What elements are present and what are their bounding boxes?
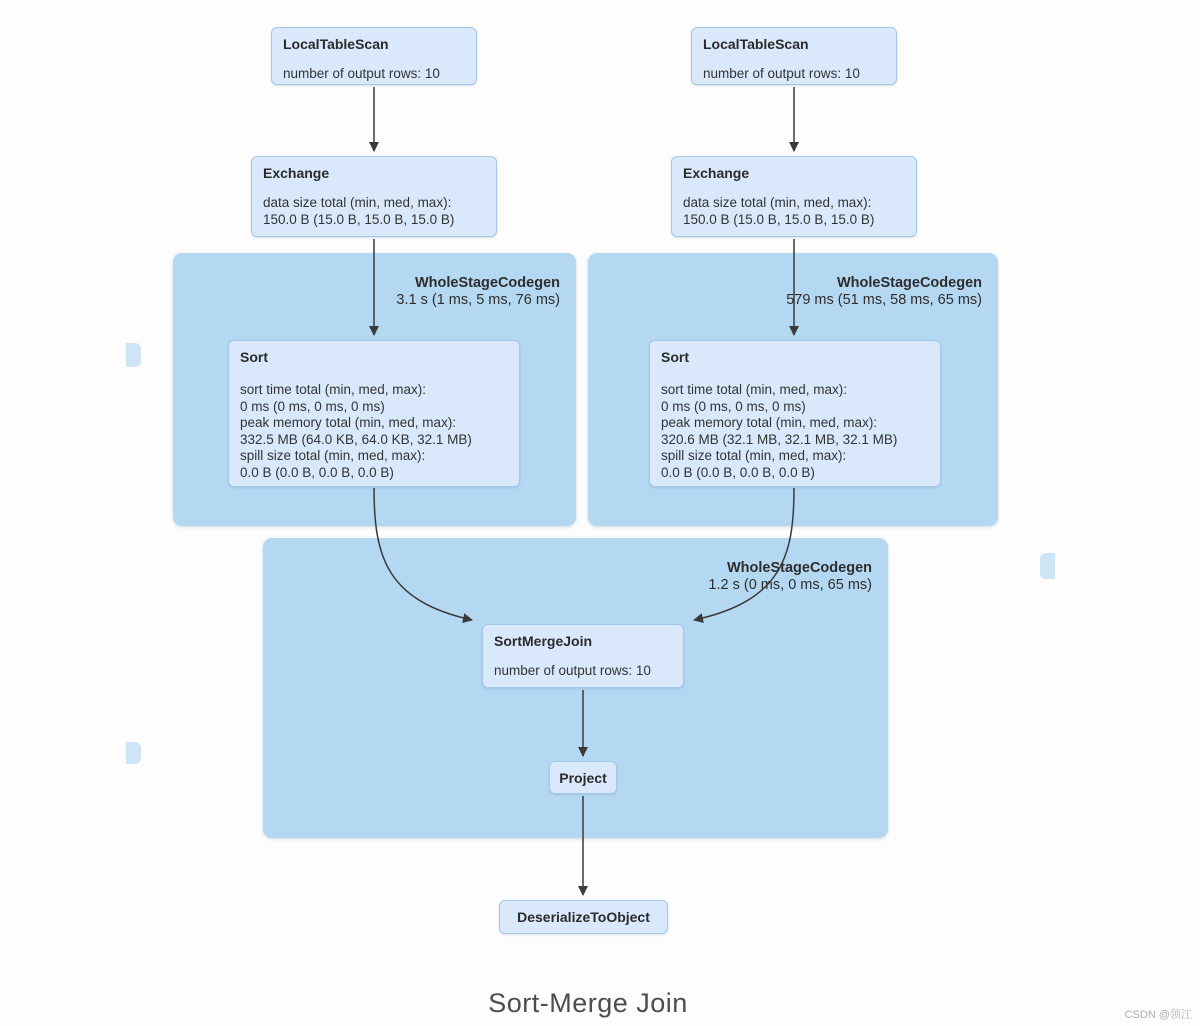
node-exchange-right <box>671 156 917 237</box>
node-title: Exchange <box>683 165 750 181</box>
node-title: SortMergeJoin <box>494 633 593 649</box>
metric-line: 320.6 MB (32.1 MB, 32.1 MB, 32.1 MB) <box>661 431 898 447</box>
metric-line: number of output rows: 10 <box>703 66 860 81</box>
stage-label <box>786 275 982 309</box>
node-sort-right <box>649 340 941 487</box>
node-title: LocalTableScan <box>703 36 809 52</box>
metric-line: number of output rows: 10 <box>283 66 440 81</box>
metric-line: 150.0 B (15.0 B, 15.0 B, 15.0 B) <box>263 212 455 227</box>
metric-line: 0.0 B (0.0 B, 0.0 B, 0.0 B) <box>661 464 815 480</box>
metric-line: sort time total (min, med, max): <box>240 382 427 397</box>
metric-line: sort time total (min, med, max): <box>661 382 848 397</box>
watermark: CSDN @领江 <box>1124 1009 1192 1021</box>
node-project <box>549 761 617 794</box>
stage-label <box>708 560 872 594</box>
node-sortmergejoin <box>482 624 684 688</box>
stage-timing: 1.2 s (0 ms, 0 ms, 65 ms) <box>708 577 872 593</box>
node-title: Project <box>559 770 607 786</box>
node-localtablescan-right <box>691 27 897 85</box>
metric-line: spill size total (min, med, max): <box>661 448 847 463</box>
edge-artifact <box>126 742 141 764</box>
metric-line: 332.5 MB (64.0 KB, 64.0 KB, 32.1 MB) <box>240 431 472 447</box>
diagram-caption: Sort-Merge Join <box>488 988 688 1018</box>
metric-line: peak memory total (min, med, max): <box>240 415 457 430</box>
metric-line: spill size total (min, med, max): <box>240 448 426 463</box>
stage-timing: 579 ms (51 ms, 58 ms, 65 ms) <box>786 292 982 308</box>
metric-line: data size total (min, med, max): <box>263 195 452 210</box>
edge-artifact <box>1040 553 1055 579</box>
node-exchange-left <box>251 156 497 237</box>
metric-line: 0 ms (0 ms, 0 ms, 0 ms) <box>240 398 385 414</box>
node-deserializetoobject <box>499 900 668 934</box>
node-sort-left <box>228 340 520 487</box>
stage-title: WholeStageCodegen <box>726 560 872 576</box>
metric-line: number of output rows: 10 <box>494 663 651 678</box>
edge-artifact <box>126 343 141 367</box>
stage-label <box>396 275 560 309</box>
metric-line: peak memory total (min, med, max): <box>661 415 878 430</box>
stage-title: WholeStageCodegen <box>836 275 982 291</box>
metric-line: 0.0 B (0.0 B, 0.0 B, 0.0 B) <box>240 464 394 480</box>
node-title: Exchange <box>263 165 330 181</box>
node-title: DeserializeToObject <box>517 909 650 925</box>
node-title: Sort <box>661 349 689 365</box>
node-title: LocalTableScan <box>283 36 389 52</box>
stage-title: WholeStageCodegen <box>414 275 560 291</box>
node-title: Sort <box>240 349 268 365</box>
metric-line: data size total (min, med, max): <box>683 195 872 210</box>
metric-line: 0 ms (0 ms, 0 ms, 0 ms) <box>661 398 806 414</box>
metric-line: 150.0 B (15.0 B, 15.0 B, 15.0 B) <box>683 212 875 227</box>
stage-timing: 3.1 s (1 ms, 5 ms, 76 ms) <box>396 292 560 308</box>
node-localtablescan-left <box>271 27 477 85</box>
